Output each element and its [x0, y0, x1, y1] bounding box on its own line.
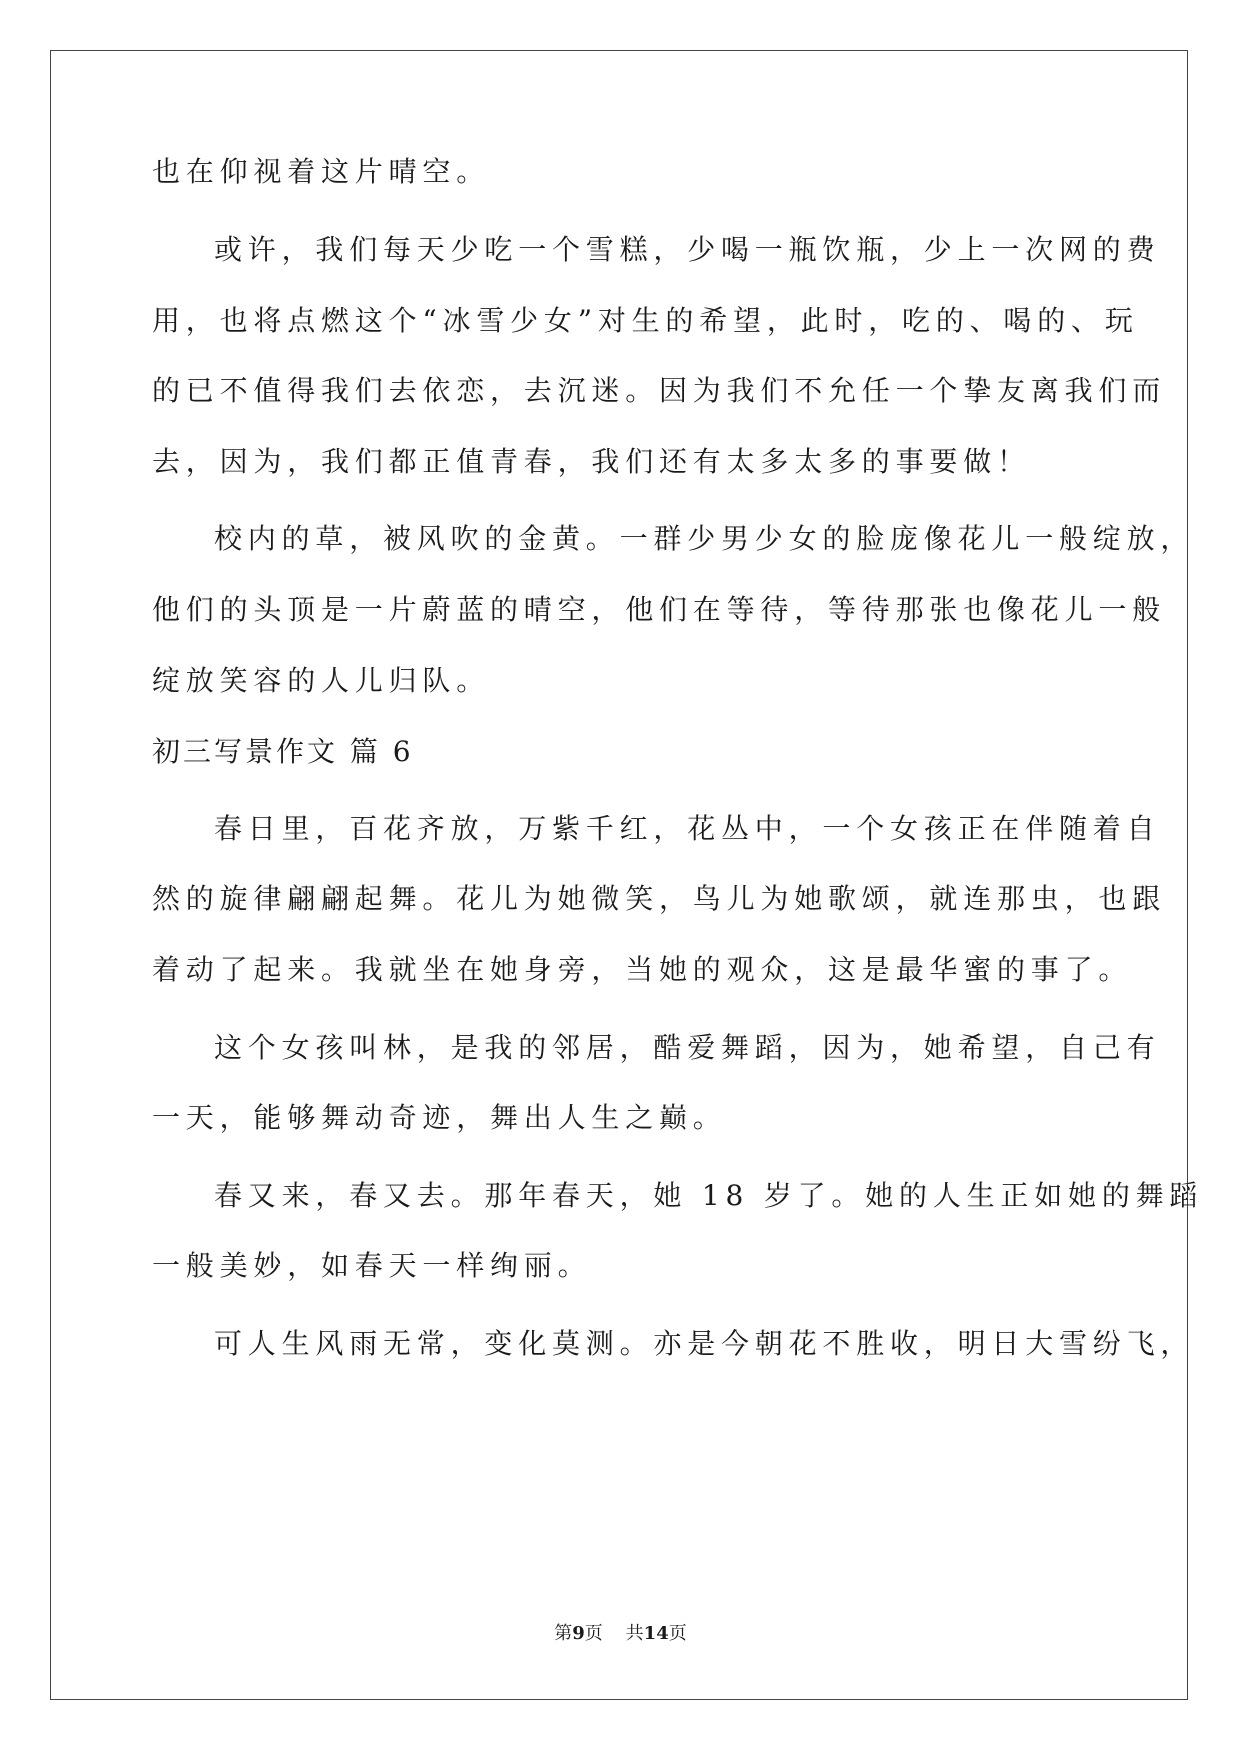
page-border: [50, 50, 1188, 1700]
footer-page-suffix: 页: [584, 1623, 603, 1644]
paragraph-start: 这个女孩叫林，是我的邻居，酷爱舞蹈，因为，她希望，自己有: [214, 1031, 1161, 1064]
text-line: 绽放笑容的人儿归队。: [152, 664, 491, 697]
text-line: 一天，能够舞动奇迹，舞出人生之巅。: [152, 1101, 727, 1134]
footer-total-suffix: 页: [668, 1623, 687, 1644]
text-line: 然的旋律翩翩起舞。花儿为她微笑，鸟儿为她歌颂，就连那虫，也跟: [152, 882, 1167, 915]
paragraph-start: 春又来，春又去。那年春天，她 18 岁了。她的人生正如她的舞蹈: [214, 1179, 1204, 1212]
current-page-number: 9: [572, 1623, 585, 1644]
text-line: 的已不值得我们去依恋，去沉迷。因为我们不允任一个挚友离我们而: [152, 374, 1167, 407]
paragraph-start: 春日里，百花齐放，万紫千红，花丛中，一个女孩正在伴随着自: [214, 812, 1161, 845]
text-line: 用，也将点燃这个“冰雪少女”对生的希望，此时，吃的、喝的、玩: [152, 304, 1139, 337]
text-line: 他们的头顶是一片蔚蓝的晴空，他们在等待，等待那张也像花儿一般: [152, 593, 1167, 626]
paragraph-start: 校内的草，被风吹的金黄。一群少男少女的脸庞像花儿一般绽放，: [214, 522, 1195, 555]
text-line: 一般美妙，如春天一样绚丽。: [152, 1249, 592, 1282]
paragraph-start: 可人生风雨无常，变化莫测。亦是今朝花不胜收，明日大雪纷飞，: [214, 1327, 1195, 1360]
paragraph-start: 或许，我们每天少吃一个雪糕，少喝一瓶饮瓶，少上一次网的费: [214, 233, 1161, 266]
page-footer: [0, 1622, 1241, 1646]
section-heading: 初三写景作文 篇 6: [152, 735, 414, 768]
total-pages-number: 14: [643, 1623, 669, 1644]
text-line: 也在仰视着这片晴空。: [152, 155, 491, 188]
text-line: 着动了起来。我就坐在她身旁，当她的观众，这是最华蜜的事了。: [152, 953, 1133, 986]
footer-prefix: 第: [554, 1623, 573, 1644]
text-line: 去，因为，我们都正值青春，我们还有太多太多的事要做！: [152, 445, 1031, 478]
footer-total-prefix: 共: [625, 1623, 644, 1644]
